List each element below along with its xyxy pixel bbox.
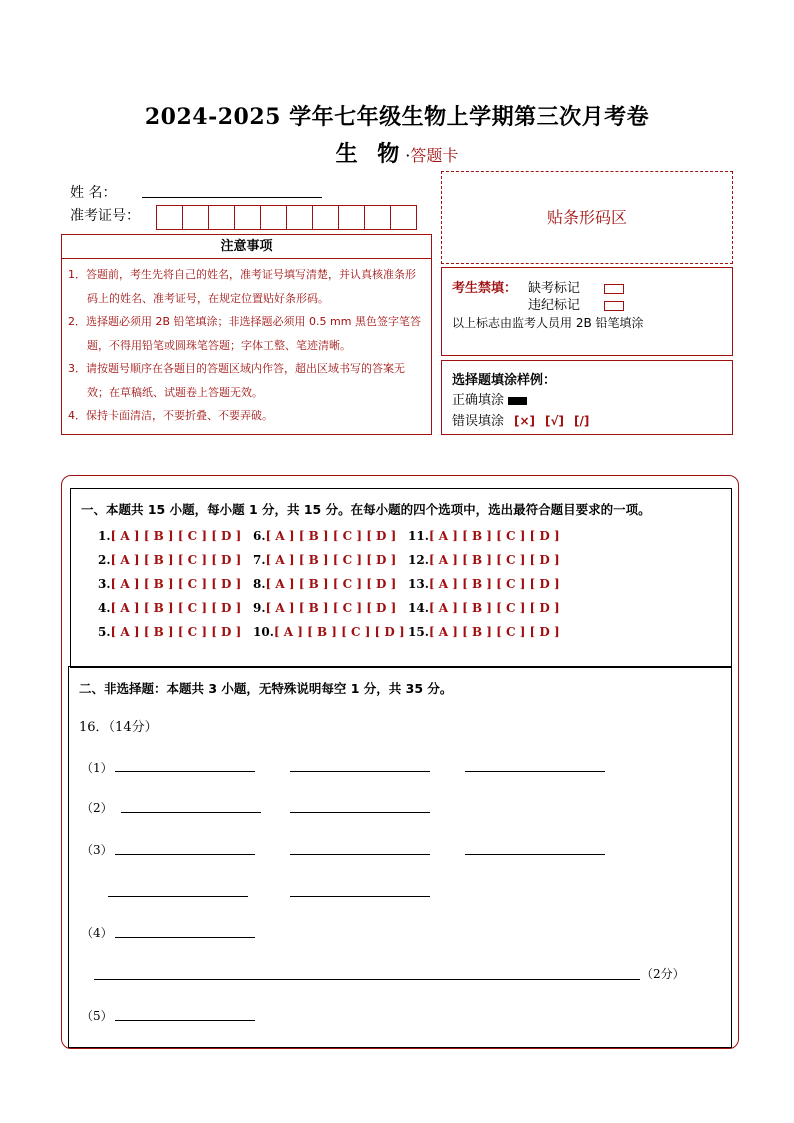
choice-question[interactable] bbox=[98, 601, 241, 615]
id-box[interactable] bbox=[209, 206, 235, 229]
id-number-boxes[interactable] bbox=[156, 205, 417, 230]
answer-line[interactable] bbox=[115, 1020, 255, 1021]
page-subtitle: 生 物·答题卡 bbox=[335, 141, 459, 167]
answer-options[interactable]: [ A ] [ B ] [ C ] [ D ] bbox=[265, 601, 397, 615]
notice-item: 2．选择题必须用 2B 铅笔填涂；非选择题必须用 0.5 mm 黑色签字笔答题，不得用铅笔或圆珠笔答题；字体工整、笔迹清晰。 bbox=[68, 315, 421, 352]
answer-options[interactable]: [ A ] [ B ] [ C ] [ D ] bbox=[110, 529, 242, 543]
choice-question[interactable] bbox=[408, 625, 560, 639]
answer-options[interactable]: [ A ] [ B ] [ C ] [ D ] bbox=[428, 529, 560, 543]
page-title: 2024-2025 学年七年级生物上学期第三次月考卷 bbox=[144, 104, 650, 130]
choice-question[interactable] bbox=[408, 601, 560, 615]
answer-options[interactable]: [ A ] [ B ] [ C ] [ D ] bbox=[428, 625, 560, 639]
barcode-area: 贴条形码区 bbox=[441, 171, 733, 264]
answer-line[interactable] bbox=[465, 771, 605, 772]
section1-heading: 一、本题共 15 小题，每小题 1 分，共 15 分。在每小题的四个选项中，选出最符合题目要求的一项。 bbox=[81, 502, 651, 517]
examiner-only-box bbox=[441, 267, 733, 356]
answer-options[interactable]: [ A ] [ B ] [ C ] [ D ] bbox=[265, 529, 397, 543]
answer-line[interactable] bbox=[290, 771, 430, 772]
choice-question[interactable] bbox=[253, 529, 396, 543]
answer-line[interactable] bbox=[290, 854, 430, 855]
fill-sample-box bbox=[441, 360, 733, 435]
answer-options[interactable]: [ A ] [ B ] [ C ] [ D ] bbox=[428, 553, 560, 567]
question-number: 3. bbox=[98, 577, 111, 591]
answer-line[interactable] bbox=[121, 812, 261, 813]
section2-heading: 二、非选择题：本题共 3 小题，无特殊说明每空 1 分，共 35 分。 bbox=[79, 681, 453, 696]
choice-question[interactable] bbox=[408, 577, 560, 591]
answer-line[interactable] bbox=[115, 771, 255, 772]
id-box[interactable] bbox=[261, 206, 287, 229]
violation-mark-row: 违纪标记 bbox=[528, 294, 624, 313]
notice-item: 4．保持卡面清洁，不要折叠、不要弄破。 bbox=[68, 409, 273, 422]
ban-title: 考生禁填： bbox=[452, 281, 518, 296]
choice-question[interactable] bbox=[408, 553, 560, 567]
question-16-label: 16．（14分） bbox=[79, 720, 158, 735]
notice-box bbox=[61, 234, 432, 435]
answer-line[interactable] bbox=[290, 812, 430, 813]
points-note: （2分） bbox=[641, 967, 685, 981]
choice-question[interactable] bbox=[98, 529, 241, 543]
absent-mark-box[interactable] bbox=[604, 284, 624, 294]
part-label: （5） bbox=[81, 1009, 113, 1023]
answer-line[interactable] bbox=[465, 854, 605, 855]
id-box[interactable] bbox=[183, 206, 209, 229]
choice-question[interactable] bbox=[253, 601, 396, 615]
answer-options[interactable]: [ A ] [ B ] [ C ] [ D ] bbox=[110, 625, 242, 639]
wrong-mark: [/] bbox=[574, 414, 590, 428]
answer-line-long[interactable] bbox=[94, 979, 640, 980]
answer-line[interactable] bbox=[115, 854, 255, 855]
wrong-mark: [√] bbox=[545, 414, 565, 428]
wrong-sample: 错误填涂 [×] [√] [/] bbox=[452, 414, 590, 429]
answer-options[interactable]: [ A ] [ B ] [ C ] [ D ] bbox=[110, 577, 242, 591]
violation-mark-box[interactable] bbox=[604, 301, 624, 311]
ban-note: 以上标志由监考人员用 2B 铅笔填涂 bbox=[452, 316, 644, 330]
answer-options[interactable]: [ A ] [ B ] [ C ] [ D ] bbox=[110, 601, 242, 615]
answer-options[interactable]: [ A ] [ B ] [ C ] [ D ] bbox=[110, 553, 242, 567]
subject: 生 物 bbox=[335, 141, 406, 167]
id-box[interactable] bbox=[339, 206, 365, 229]
part-label: （2） bbox=[81, 801, 113, 815]
choice-question[interactable] bbox=[253, 577, 396, 591]
choice-question[interactable] bbox=[253, 553, 396, 567]
question-number: 9. bbox=[253, 601, 266, 615]
notice-heading: 注意事项 bbox=[62, 235, 431, 259]
wrong-mark: [×] bbox=[514, 414, 536, 428]
id-box[interactable] bbox=[287, 206, 313, 229]
question-number: 12. bbox=[408, 553, 429, 567]
choice-question[interactable] bbox=[408, 529, 560, 543]
choice-question[interactable] bbox=[98, 625, 241, 639]
answer-line[interactable] bbox=[290, 896, 430, 897]
id-box[interactable] bbox=[313, 206, 339, 229]
card-type: 答题卡 bbox=[410, 146, 459, 165]
absent-mark-row: 缺考标记 bbox=[528, 277, 624, 296]
part-label: （3） bbox=[81, 843, 113, 857]
id-box[interactable] bbox=[235, 206, 261, 229]
name-label: 姓 名： bbox=[70, 185, 117, 201]
part-label: （4） bbox=[81, 926, 113, 940]
answer-line[interactable] bbox=[108, 896, 248, 897]
answer-options[interactable]: [ A ] [ B ] [ C ] [ D ] bbox=[273, 625, 405, 639]
answer-line[interactable] bbox=[115, 937, 255, 938]
question-number: 4. bbox=[98, 601, 111, 615]
correct-sample: 正确填涂 bbox=[452, 389, 527, 408]
question-number: 14. bbox=[408, 601, 429, 615]
answer-options[interactable]: [ A ] [ B ] [ C ] [ D ] bbox=[265, 577, 397, 591]
question-number: 10. bbox=[253, 625, 274, 639]
question-number: 8. bbox=[253, 577, 266, 591]
question-number: 13. bbox=[408, 577, 429, 591]
id-box[interactable] bbox=[157, 206, 183, 229]
section-multiple-choice bbox=[70, 488, 732, 668]
section-free-response bbox=[68, 666, 732, 1048]
question-number: 7. bbox=[253, 553, 266, 567]
question-number: 2. bbox=[98, 553, 111, 567]
answer-options[interactable]: [ A ] [ B ] [ C ] [ D ] bbox=[428, 601, 560, 615]
answer-options[interactable]: [ A ] [ B ] [ C ] [ D ] bbox=[265, 553, 397, 567]
choice-question[interactable] bbox=[253, 625, 405, 639]
question-number: 5. bbox=[98, 625, 111, 639]
question-number: 6. bbox=[253, 529, 266, 543]
choice-question[interactable] bbox=[98, 553, 241, 567]
question-number: 11. bbox=[408, 529, 429, 543]
part-label: （1） bbox=[81, 761, 113, 775]
sample-title: 选择题填涂样例： bbox=[452, 373, 557, 388]
filled-mark-icon bbox=[508, 397, 527, 405]
notice-item: 3．请按题号顺序在各题目的答题区域内作答，超出区域书写的答案无效；在草稿纸、试题卷上答题无效。 bbox=[68, 362, 405, 399]
choice-question[interactable] bbox=[98, 577, 241, 591]
question-number: 1. bbox=[98, 529, 111, 543]
question-number: 15. bbox=[408, 625, 429, 639]
id-label: 准考证号： bbox=[70, 208, 140, 224]
id-box[interactable] bbox=[365, 206, 391, 229]
name-field[interactable] bbox=[142, 197, 322, 198]
answer-options[interactable]: [ A ] [ B ] [ C ] [ D ] bbox=[428, 577, 560, 591]
id-box[interactable] bbox=[391, 206, 416, 229]
notice-item: 1．答题前，考生先将自己的姓名，准考证号填写清楚，并认真核准条形码上的姓名、准考证号，在规定位置贴好条形码。 bbox=[68, 268, 416, 305]
